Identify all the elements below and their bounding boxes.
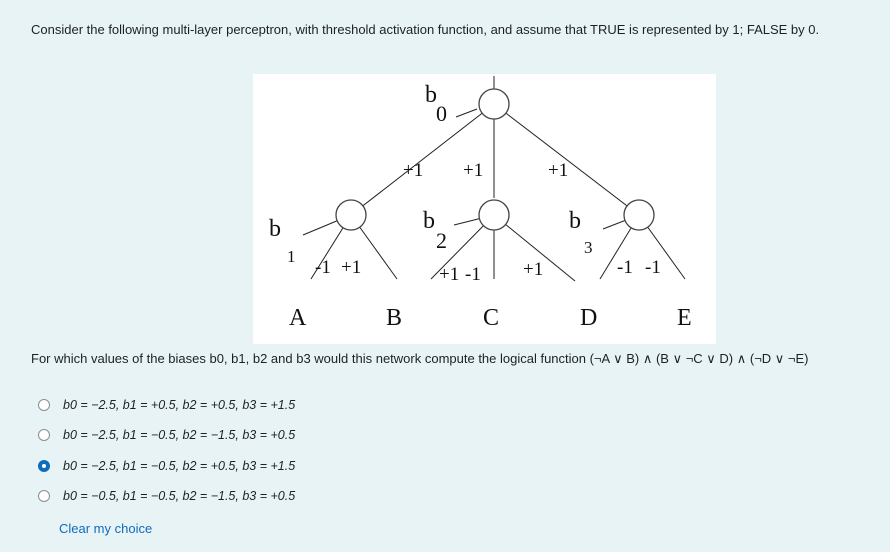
hidden-node-3 xyxy=(624,200,654,230)
clear-choice-link[interactable]: Clear my choice xyxy=(59,521,153,536)
question-text: Consider the following multi-layer perceptron, with threshold activation function, and assume that TRUE is represented by 1; FALSE by 0. xyxy=(31,22,820,37)
hidden-node-2 xyxy=(479,200,509,230)
radio-button[interactable] xyxy=(38,429,50,441)
bias-b0-sub: 0 xyxy=(436,101,447,126)
weight-D-h3: -1 xyxy=(617,257,633,278)
answer-option-2[interactable] xyxy=(38,425,295,445)
network-edges xyxy=(253,74,716,344)
bias-b0-letter: b xyxy=(425,82,437,108)
perceptron-diagram xyxy=(253,74,716,344)
weight-h3-out: +1 xyxy=(548,160,569,181)
weight-B-h2: +1 xyxy=(439,264,460,285)
bias-b3-letter: b xyxy=(569,208,581,234)
radio-button[interactable] xyxy=(38,490,50,502)
weight-D-h2: +1 xyxy=(523,259,544,280)
answer-option-label: b0 = −0.5, b1 = −0.5, b2 = −1.5, b3 = +0.5 xyxy=(63,489,296,503)
radio-button[interactable] xyxy=(38,460,50,472)
answer-option-label: b0 = −2.5, b1 = −0.5, b2 = +0.5, b3 = +1.5 xyxy=(63,459,296,473)
bias-b1-sub: 1 xyxy=(287,247,296,266)
answer-option-4[interactable] xyxy=(38,486,295,506)
input-E: E xyxy=(677,305,692,331)
bias-b2-letter: b xyxy=(423,208,435,234)
radio-button[interactable] xyxy=(38,399,50,411)
bias-b2-sub: 2 xyxy=(436,228,447,253)
weight-h1-out: +1 xyxy=(403,160,424,181)
output-node xyxy=(479,89,509,119)
edge-b0 xyxy=(456,109,477,117)
weight-E-h3: -1 xyxy=(645,257,661,278)
answer-option-3[interactable] xyxy=(38,456,295,476)
bias-b3-sub: 3 xyxy=(584,238,593,257)
question-prompt: For which values of the biases b0, b1, b2 and b3 would this network compute the logical function (¬A ∨ B) ∧ (B ∨ ¬C ∨ D) ∧ (¬D ∨ ¬E) xyxy=(31,351,809,366)
weight-B-h1: +1 xyxy=(341,257,362,278)
answer-option-1[interactable] xyxy=(38,395,295,415)
weight-A-h1: -1 xyxy=(315,257,331,278)
answer-option-label: b0 = −2.5, b1 = −0.5, b2 = −1.5, b3 = +0.5 xyxy=(63,428,296,442)
bias-b1-letter: b xyxy=(269,216,281,242)
weight-h2-out: +1 xyxy=(463,160,484,181)
input-A: A xyxy=(289,305,307,331)
hidden-node-1 xyxy=(336,200,366,230)
input-B: B xyxy=(386,305,403,331)
input-D: D xyxy=(580,305,598,331)
input-C: C xyxy=(483,305,500,331)
answer-option-label: b0 = −2.5, b1 = +0.5, b2 = +0.5, b3 = +1.5 xyxy=(63,398,296,412)
weight-C-h2: -1 xyxy=(465,264,481,285)
